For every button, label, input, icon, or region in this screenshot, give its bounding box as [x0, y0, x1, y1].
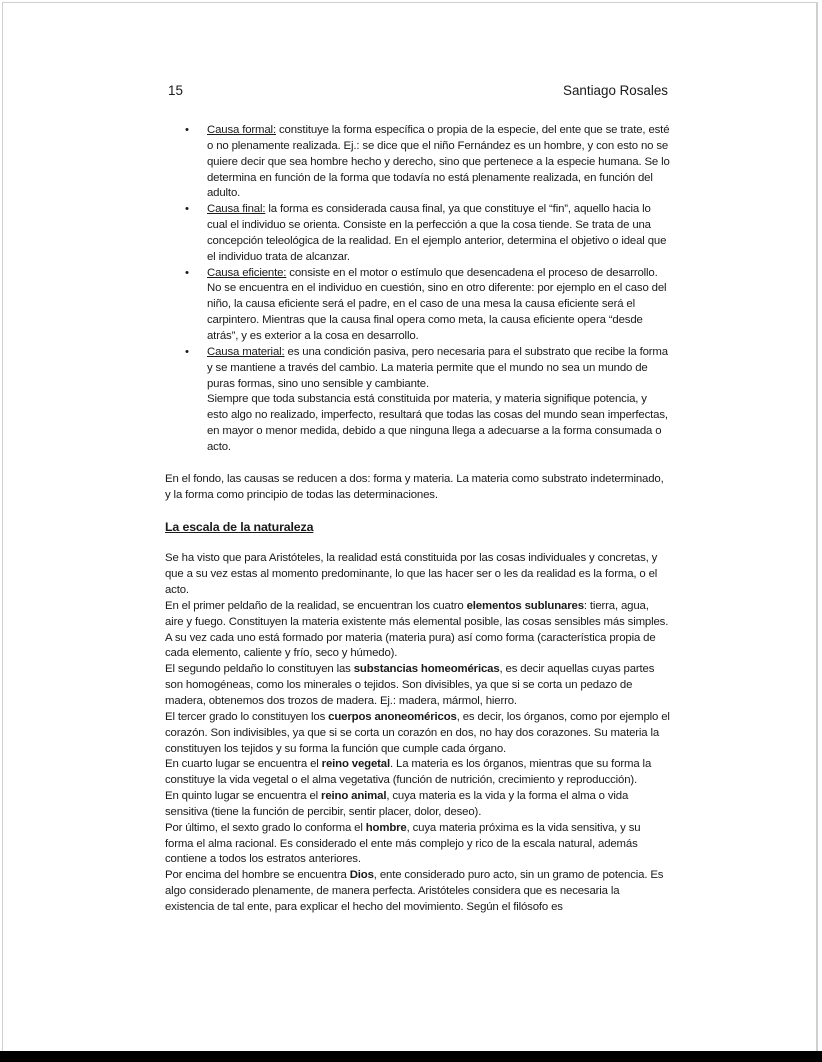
list-item-causa-eficiente — [165, 266, 670, 345]
summary-paragraph: En el fondo, las causas se reducen a dos: forma y materia. La materia como substrato indeterminado, y la forma como principio de todas las determinaciones. — [165, 472, 664, 501]
bold-term: Dios — [349, 869, 374, 882]
term-description: constituye la forma específica o propia de la especie, del ente que se trate, esté o no plenamente realizada. Ej.: se dice que el niño Fernández es un hombre, y con esto no se quiere decir que sea hombre hecho y derecho, sino que pertenece a la especie humana. Se lo determina en función de la forma que todavía no está plenamente realizada, en función del adulto. — [207, 124, 670, 200]
paragraph-anoneomericos: El tercer grado lo constituyen los cuerpos anoneoméricos, es decir, los órganos, como por ejemplo el corazón. Son indivisibles, ya que si se corta un corazón en dos, no hay dos corazones. Su materia la constituyen los tejidos y su forma la función que cumple cada órgano. — [165, 710, 670, 755]
term-label: Causa formal: — [207, 124, 276, 136]
paragraph-elementos: En el primer peldaño de la realidad, se encuentran los cuatro elementos sublunares: tierra, agua, aire y fuego. Constituyen la materia existente más elemental posible, las cosas sensibles más simples. A su vez cada uno está formado por materia (materia pura) así como forma (característica propia de cada elemento, caliente y frío, seco y húmedo). — [165, 599, 669, 660]
bold-term: hombre — [365, 821, 407, 834]
paragraph-reino-animal: En quinto lugar se encuentra el reino animal, cuya materia es la vida y la forma el alma o vida sensitiva (tiene la función de percibir, sentir placer, dolor, deseo). — [165, 790, 629, 818]
bold-term: reino vegetal — [321, 758, 390, 771]
bold-term: substancias homeoméricas — [353, 663, 500, 676]
term-label: Causa material: — [207, 345, 285, 358]
list-item-causa-formal — [165, 123, 670, 202]
author-name: Santiago Rosales — [563, 83, 668, 98]
section-heading: La escala de la naturaleza — [165, 520, 314, 535]
bold-term: elementos sublunares — [466, 599, 584, 612]
bullet-icon: • — [185, 203, 189, 216]
term-description: es una condición pasiva, pero necesaria para el substrato que recibe la forma y se mantiene a través del cambio. La materia permite que el mundo no sea un mundo de puras formas, sino uno sensible y cambiante. — [207, 345, 668, 390]
document-body — [165, 123, 670, 916]
term-label: Causa eficiente: — [207, 266, 287, 279]
bottom-black-bar — [0, 1051, 822, 1062]
paragraph-hombre: Por último, el sexto grado lo conforma el hombre, cuya materia próxima es la vida sensitiva, y su forma el alma racional. Es considerado el ente más complejo y rico de la escala natural, además contiene a todos los estratos anteriores. — [165, 821, 641, 866]
bullet-icon: • — [185, 124, 189, 136]
page-number: 15 — [168, 83, 183, 98]
bold-term: cuerpos anoneoméricos — [328, 710, 457, 723]
list-item-causa-material — [165, 345, 670, 456]
term-description: la forma es considerada causa final, ya que constituye el “fin”, aquello hacia lo cual el individuo se orienta. Consiste en la perfección a que la cosa tiende. Se trata de una concepción teleológica de la realidad. En el ejemplo anterior, determina el objetivo o ideal que el individuo trata de alcanzar. — [207, 203, 667, 263]
term-description: consiste en el motor o estímulo que desencadena el proceso de desarrollo. No se encuentra en el individuo en cuestión, sino en otro diferente: por ejemplo en el caso del niño, la causa eficiente será el padre, en el caso de una mesa la causa eficiente será el carpintero. Mientras que la causa final opera como meta, la causa eficiente opera “desde atrás”, y es exterior a la cosa en desarrollo. — [207, 266, 667, 342]
bold-term: reino animal — [321, 790, 387, 803]
list-item-causa-final — [165, 202, 670, 265]
causes-list — [165, 123, 670, 456]
paragraph-homeomericas: El segundo peldaño lo constituyen las substancias homeoméricas, es decir aquellas cuyas partes son homogéneas, como los minerales o tejidos. Son divisibles, ya que si se corta un pedazo de madera, obtenemos dos trozos de madera. Ej.: madera, mármol, hierro. — [165, 663, 655, 707]
paragraph-reino-vegetal: En cuarto lugar se encuentra el reino vegetal. La materia es los órganos, mientras que su forma la constituye la vida vegetal o el alma vegetativa (función de nutrición, crecimiento y reproducción). — [165, 758, 652, 787]
bullet-icon: • — [185, 345, 189, 358]
bullet-icon: • — [185, 266, 189, 279]
term-label: Causa final: — [207, 203, 266, 216]
term-extra-paragraph: Siempre que toda substancia está constituida por materia, y materia signifique potencia, y esto algo no realizado, imperfecto, resultará que todas las cosas del mundo sean imperfectas, en mayor o menor medida, debido a que ninguna llega a adecuarse a la forma consumada o acto. — [207, 393, 668, 453]
paragraph-dios: Por encima del hombre se encuentra Dios, ente considerado puro acto, sin un gramo de potencia. Es algo considerado plenamente, de manera perfecta. Aristóteles considera que es necesaria la existencia de tal ente, para explicar el hecho del movimiento. Según el filósofo es — [165, 869, 664, 913]
intro-paragraph: Se ha visto que para Aristóteles, la realidad está constituida por las cosas individuales y concretas, y que a su vez estas al momento predominante, lo que las hacer ser o les da realidad es la forma, o el acto. — [165, 552, 658, 597]
